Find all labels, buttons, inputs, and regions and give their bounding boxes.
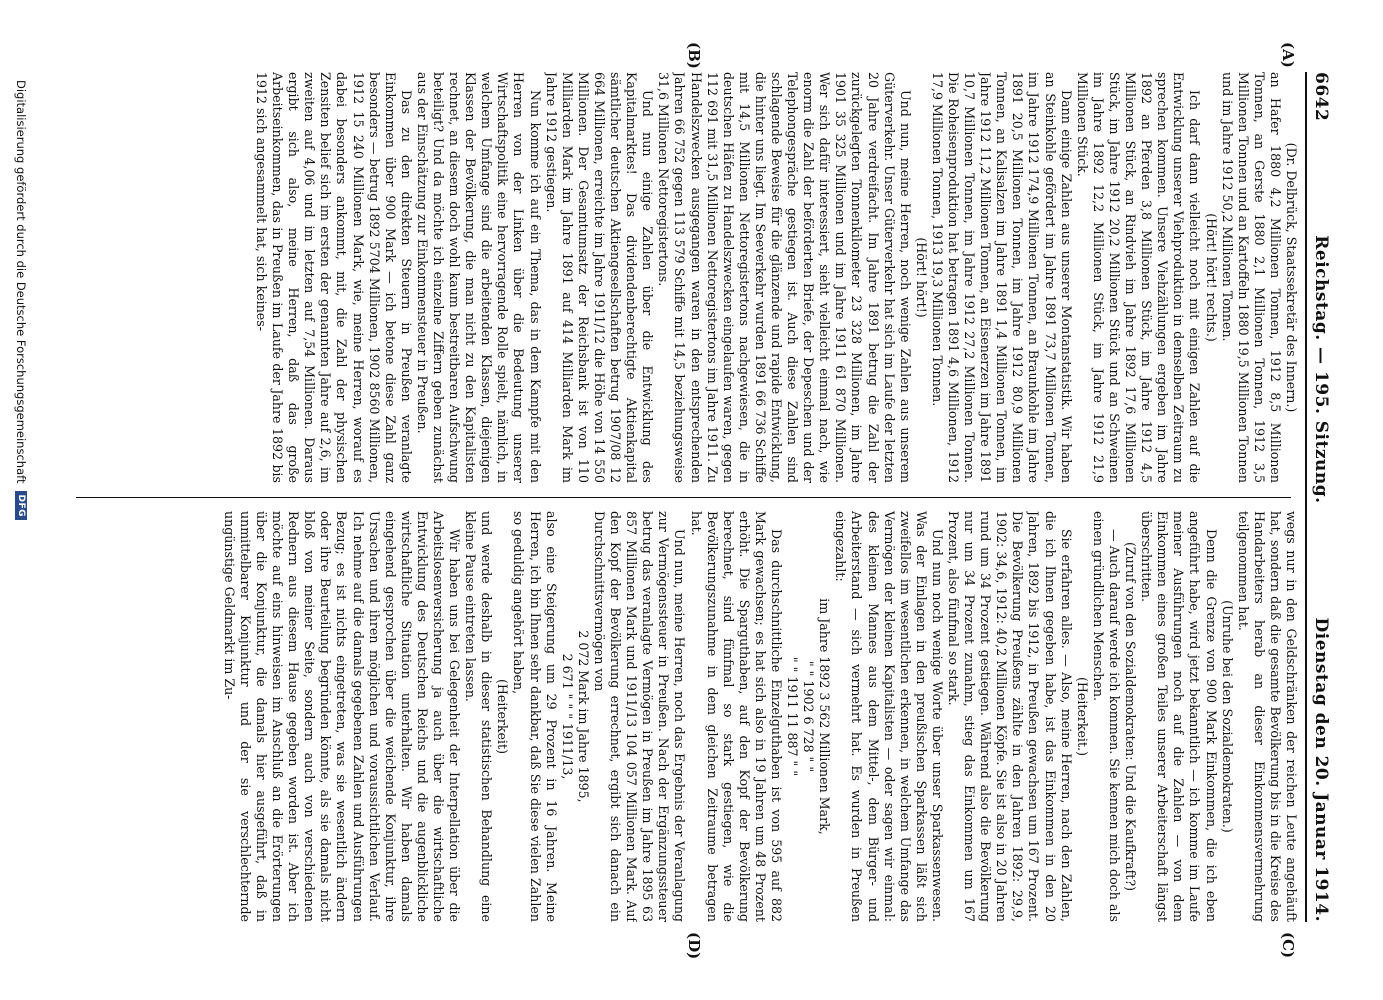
credit-text: Digitalisierung gefördert durch die Deutsche Forschungsgemeinschaft <box>14 80 28 484</box>
paragraph: wegs nur in den Geldschränken der reichen Leute angehäuft hat, sondern daß die gesamte Bevölkerung bis in die Kreise des Handarbeiters herab an dieser Einkommensvermehrung teilgenommen hat. <box>1235 511 1299 922</box>
paragraph: Wir haben uns bei Gelegenheit der Interpellation über die Arbeitslosenversicherung ja auch über die wirtschaftliche Entwicklung des Deutschen Reichs und die augenblickliche wirtschaftliche Situation unterhalten. Wir haben damals eingehend gesprochen über die weichende Konjunktur, ihre Ursachen und ihren möglichen und voraussichtlichen Verlauf. Ich nehme auf die damals gegebenen Zahlen und Ausführungen Bezug; es ist nichts eingetreten, was sie wesentlich ändern oder ihre Beurteilung begründen könnte, als sie damals nicht bloß von meiner Seite, sondern auch von verschiedenen Rednern aus diesem Hause gegeben worden ist. Aber ich möchte auf eins hinweisen im Anschluß an die Erörterungen über die Konjunktur, die damals hier ausgeführt, daß in unmittelbarer Konjunktur und der sie verschlechternde ungünstige Geldmarkt im Zu- <box>221 511 463 922</box>
margin-marker-c: (C) <box>1279 932 1297 959</box>
session-title: Reichstag. — 195. Sitzung. <box>1311 235 1331 504</box>
paragraph: Ich darf dann vielleicht noch mit einigen Zahlen auf die Entwicklung unserer Viehproduktion in demselben Zeitraum zu sprechen kommen. Unsere Viehzählungen ergeben im Jahre 1892 an Pferden 3,8 Millionen Stück, im Jahre 1912 4,5 Millionen Stück, an Rindvieh im Jahre 1892 17,6 Millionen Stück, im Jahre 1912 20,2 Millionen Stück und an Schweinen im Jahre 1892 12,2 Millionen Stück, im Jahre 1912 21,9 Millionen Stück. <box>1074 72 1203 483</box>
paragraph: und werde deshalb in dieser statistischen Behandlung eine kleine Pause eintreten lassen. <box>463 511 495 922</box>
interjection: (Hört! hört! rechts.) <box>1203 213 1219 342</box>
paragraph: Dann einige Zahlen aus unserer Montanstatistik. Wir haben an Steinkohle gefördert im Jahre 1891 73,7 Millionen Tonnen, im Jahre 1912 174,9 Millionen Tonnen, an Braunkohle im Jahre 1891 20,5 Millionen Tonnen, im Jahre 1912 80,9 Millionen Tonnen, an Kalisalzen im Jahre 1891 1,4 Millionen Tonnen, im Jahre 1912 11,2 Millionen Tonnen, an Eisenerzen im Jahre 1891 10,7 Millionen Tonnen, im Jahre 1912 27,2 Millionen Tonnen. Die Roheisenproduktion hat betragen 1891 4,6 Millionen, 1912 17,9 Millionen Tonnen, 1913 19,3 Millionen Tonnen. <box>929 72 1074 483</box>
column-divider <box>76 497 1291 498</box>
interjection: (Heiterkeit) <box>495 679 511 754</box>
interjection: (Hört! hört!) <box>913 237 929 318</box>
page-number: 6642 <box>1311 72 1331 122</box>
paragraph: Sie erfahren alles. — Also, meine Herren, nach den Zahlen, die ich Ihnen gegeben habe, ist das Einkommen in den 20 Jahren, 1892 bis 1912, in Preußen gewachsen um 167 Prozent. Die Bevölkerung Preußens zählte in den Jahren 1892: 29,9, 1902: 34,6, 1912: 40,2 Millionen Köpfe. Sie ist also in 20 Jahren rund um 34 Prozent gestiegen. Während also die Bevölkerung nur um 34 Prozent zunahm, stieg das Einkommen um 167 Prozent, also fünfmal so stark. <box>946 511 1074 922</box>
paragraph: Denn die Grenze von 900 Mark Einkommen, die ich eben angeführt habe, wird jetzt bekanntlich — ich komme im Laufe meiner Ausführungen noch auf die Zahlen — von dem Einkommen eines großen Teiles unserer Arbeiterschaft längst überschritten. <box>1139 511 1219 922</box>
paragraph: Das durchschnittliche Einzelguthaben ist von 595 auf 882 Mark gewachsen; es hat sich also in 19 Jahren um 48 Prozent erhöht. Die Sparguthaben, auf den Kopf der Bevölkerung berechnet, sind fünfmal so stark gestiegen, wie die Bevölkerungszunahme in dem gleichen Zeitraume betragen hat. <box>688 511 784 922</box>
right-column <box>84 511 1299 922</box>
table-line: 2 072 Mark im Jahre 1895, <box>575 630 591 803</box>
table-line: im Jahre 1892 3 562 Millionen Mark, <box>817 598 833 835</box>
paragraph: Nun komme ich auf ein Thema, das in dem Kampfe mit den Herren von der Linken über die Bedeutung unserer Wirtschaftspolitik eine hervorragende Rolle spielt, nämlich, in welchem Umfange sind die arbeitenden Klassen, diejenigen Klassen der Bevölkerung, die man nicht zu den Kapitalisten rechnet, an diesem doch wohl kaum bestreitbaren Aufschwung beteiligt? Und da möchte ich einzelne Ziffern geben zunächst aus der Einschätzung zur Einkommensteuer in Preußen. <box>414 72 543 483</box>
paragraph: Und nun, meine Herren, noch wenige Zahlen aus unserem Güterverkehr. Unser Güterverkehr hat sich im Laufe der letzten 20 Jahre verdreifacht. Im Jahre 1891 betrug die Zahl der zurückgelegten Tonnenkilometer 23 328 Millionen, im Jahre 1901 35 325 Millionen und im Jahre 1911 61 870 Millionen. Wer sich dafür interessiert, sieht vielleicht einmal nach, wie enorm die Zahl der beförderten Briefe, der Depeschen und der Telephongespräche gestiegen ist. Auch diese Zahlen sind schlagende Beweise für die glänzende und rapide Entwicklung, die hinter uns liegt. Im Seeverkehr wurden 1891 66 736 Schiffe mit 14,5 Millionen Nettoregistertons nachgewiesen, die in deutschen Häfen zu Handelszwecken eingelaufen waren, gegen 112 691 mit 31,5 Millionen Nettoregistertons im Jahre 1911. Zu Handelszwecken ausgegangen waren in den entsprechenden Jahren 66 752 gegen 113 579 Schiffe mit 14,5 beziehungsweise 31,6 Millionen Nettoregistertons. <box>656 72 913 483</box>
paragraph: Und nun, meine Herren, noch das Ergebnis der Veranlagung zur Vermögenssteuer in Preußen. Nach der Ergänzungssteuer betrug das veranlagte Vermögen in Preußen im Jahre 1895 63 857 Millionen Mark und 1911/13 104 057 Millionen Mark. Auf den Kopf der Bevölkerung errechnet, ergibt sich danach ein Durchschnittsvermögen von <box>591 511 688 922</box>
dfg-logo: DFG <box>15 491 27 520</box>
interjection: (Zuruf von den Sozialdemokraten: Und die Kaufkraft?) <box>1123 541 1139 892</box>
paragraph: — Auch darauf werde ich kommen. Sie kennen mich doch als einen gründlichen Menschen. <box>1090 511 1122 922</box>
paragraph: Das zu den direkten Steuern in Preußen veranlagte Einkommen über 900 Mark — ich betone diese Zahl ganz besonders — betrug 1892 5704 Millionen, 1902 8560 Millionen, 1912 15 240 Millionen Mark, wie, meine Herren, worauf es dabei besonders ankommt, mit, die Zahl der physischen Zensiten belief sich im ersten der genannten Jahre auf 2,6, im zweiten auf 4,06 und im letzten auf 7,54 Millionen. Daraus ergibt sich also, meine Herren, daß das große Arbeitseinkommen, das in Preußen im Laufe der Jahre 1892 bis 1912 sich angesammelt hat, sich keines- <box>254 72 414 483</box>
paragraph: Und nun einige Zahlen über die Entwicklung des Kapitalmarktes! Das dividendenberechtigte Aktienkapital sämtlicher deutschen Aktiengesellschaften betrug 1907/08 12 664 Millionen, erreichte im Jahre 1911/12 die Höhe von 14 550 Millionen. Der Gesamtumsatz der Reichsbank ist von 110 Milliarden Mark im Jahre 1891 auf 414 Milliarden Mark im Jahre 1912 gestiegen. <box>543 72 656 483</box>
table-line: 2 671 " " " 1911/13, <box>559 653 575 780</box>
margin-marker-b: (B) <box>685 42 703 69</box>
left-column <box>84 72 1299 483</box>
table-line: " " 1902 6 728 " " <box>801 660 817 773</box>
paragraph: also eine Steigerung um 29 Prozent in 16 Jahren. Meine Herren, ich bin Ihnen sehr dankbar, daß Sie diese vielen Zahlen so geduldig angehört haben, <box>511 511 559 922</box>
session-date: Dienstag den 20. Januar 1914. <box>1311 617 1331 922</box>
interjection: (Heiterkeit.) <box>1074 677 1090 756</box>
paragraph: an Hafer 1880 4,2 Millionen Tonnen, 1912 8,5 Millionen Tonnen, an Gerste 1880 2,1 Millionen Tonnen, 1912 3,5 Millionen Tonnen und an Kartoffeln 1880 19,5 Millionen Tonnen und im Jahre 1912 50,2 Millionen Tonnen. <box>1219 72 1283 483</box>
interjection: (Unruhe bei den Sozialdemokraten.) <box>1219 600 1235 833</box>
speaker-line: (Dr. Delbrück, Staatssekretär des Innern.) <box>1284 142 1299 413</box>
margin-marker-d: (D) <box>685 932 703 960</box>
margin-marker-a: (A) <box>1279 42 1297 68</box>
digitization-credit <box>14 80 28 960</box>
paragraph: Und nun noch wenige Worte über unser Sparkassenwesen. Was der Einlagen in den preußischen Sparkassen läßt sich zweifellos im wesentlichen erkennen, in welchem Umfange das Vermögen der kleinen Kapitalisten — oder sagen wir einmal: des kleinen Mannes aus dem Mittel-, dem Bürger- und Arbeiterstand — sich vermehrt hat. Es wurden in Preußen eingezahlt: <box>833 511 945 922</box>
table-line: " " 1911 11 887 " " <box>785 656 801 777</box>
page-header <box>1305 72 1331 922</box>
